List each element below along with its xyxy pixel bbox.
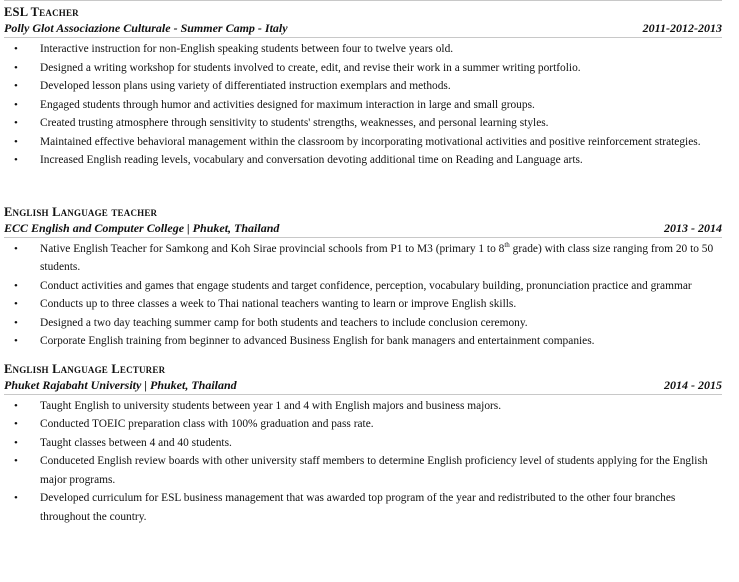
experience-section-english-teacher xyxy=(4,204,722,351)
list-item xyxy=(4,59,722,78)
bullet-text: Engaged students through humor and activities designed for maximum interaction in large and small groups. xyxy=(40,98,535,111)
bullet-text: Conduceted English review boards with other university staff members to determine English proficiency level of students applying for the English major programs. xyxy=(40,455,708,486)
list-item xyxy=(4,151,722,170)
bullet-text: Designed a two day teaching summer camp for both students and teachers to include conclusion ceremony. xyxy=(40,316,528,329)
bullet-text: Increased English reading levels, vocabulary and conversation devoting additional time on Reading and Language arts. xyxy=(40,154,583,166)
bullet-icon: • xyxy=(14,455,18,467)
bullet-text: Taught classes between 4 and 40 students. xyxy=(40,436,232,449)
experience-section-english-lecturer xyxy=(4,361,722,527)
bullet-text: Conduct activities and games that engage students and target confidence, perception, vocabulary building, pronunciation practice and grammar xyxy=(40,279,692,292)
bullet-icon: • xyxy=(14,418,18,430)
experience-section-esl-teacher xyxy=(4,0,722,170)
bullet-icon: • xyxy=(14,135,18,148)
bullet-icon: • xyxy=(14,399,18,412)
bullet-list xyxy=(4,397,722,527)
organization-name: ECC English and Computer College | Phuket, Thailand xyxy=(4,220,280,235)
bullet-icon: • xyxy=(14,98,18,111)
list-item xyxy=(4,133,722,152)
bullet-icon: • xyxy=(14,154,18,166)
organization-name: Phuket Rajabaht University | Phuket, Thailand xyxy=(4,377,237,392)
bullet-icon: • xyxy=(14,298,18,310)
org-line xyxy=(4,377,722,395)
list-item xyxy=(4,96,722,115)
bullet-icon: • xyxy=(14,242,18,255)
bullet-icon: • xyxy=(14,492,18,504)
organization-name: Polly Glot Associazione Culturale - Summer Camp - Italy xyxy=(4,21,288,35)
job-dates: 2014 - 2015 xyxy=(664,377,722,392)
list-item xyxy=(4,489,722,526)
job-title: ESL Teacher xyxy=(4,5,79,19)
list-item xyxy=(4,434,722,453)
bullet-text: Conducts up to three classes a week to Thai national teachers wanting to learn or improve English skills. xyxy=(40,298,517,310)
job-dates: 2011-2012-2013 xyxy=(642,21,722,35)
list-item xyxy=(4,77,722,96)
bullet-text: Designed a writing workshop for students involved to create, edit, and revise their work in a summer writing portfolio. xyxy=(40,61,581,74)
bullet-list xyxy=(4,240,722,351)
bullet-icon: • xyxy=(14,436,18,449)
list-item xyxy=(4,277,722,296)
list-item xyxy=(4,415,722,434)
bullet-icon: • xyxy=(14,61,18,74)
list-item xyxy=(4,114,722,133)
list-item xyxy=(4,452,722,489)
list-item xyxy=(4,240,722,277)
bullet-text: Developed lesson plans using variety of differentiated instruction exemplars and methods. xyxy=(40,80,451,92)
bullet-text: Taught English to university students between year 1 and 4 with English majors and business majors. xyxy=(40,399,502,412)
list-item xyxy=(4,295,722,314)
job-title: English Language Lecturer xyxy=(4,361,166,376)
bullet-icon: • xyxy=(14,117,18,129)
resume-experience-page xyxy=(4,0,722,526)
job-dates: 2013 - 2014 xyxy=(664,220,722,235)
bullet-text: Conducted TOEIC preparation class with 100% graduation and pass rate. xyxy=(40,418,374,430)
bullet-icon: • xyxy=(14,43,18,55)
bullet-icon: • xyxy=(14,335,18,347)
bullet-text: Developed curriculum for ESL business management that was awarded top program of the year and redistributed to the other four branches throughout the country. xyxy=(40,492,676,523)
list-item xyxy=(4,397,722,416)
bullet-icon: • xyxy=(14,316,18,329)
bullet-icon: • xyxy=(14,279,18,292)
ordinal-suffix: th xyxy=(504,240,510,249)
bullet-text-after: grade) with class size ranging from 20 to 50 students. xyxy=(40,242,714,273)
bullet-text: Interactive instruction for non-English speaking students between four to twelve years old. xyxy=(40,43,454,55)
job-title: English Language teacher xyxy=(4,204,158,219)
bullet-text: Maintained effective behavioral management within the classroom by incorporating motivational activities and positive reinforcement strategies. xyxy=(40,135,701,148)
org-line xyxy=(4,20,722,38)
list-item xyxy=(4,314,722,333)
list-item xyxy=(4,332,722,351)
bullet-icon: • xyxy=(14,80,18,92)
bullet-list xyxy=(4,40,722,170)
bullet-text: Corporate English training from beginner to advanced Business English for bank managers and entertainment companies. xyxy=(40,335,595,347)
list-item xyxy=(4,40,722,59)
bullet-text-before: Native English Teacher for Samkong and Koh Sirae provincial schools from P1 to M3 (primary 1 to 8 xyxy=(40,242,505,255)
org-line xyxy=(4,220,722,238)
bullet-text: Created trusting atmosphere through sensitivity to students' strengths, weaknesses, and personal learning styles. xyxy=(40,117,549,129)
